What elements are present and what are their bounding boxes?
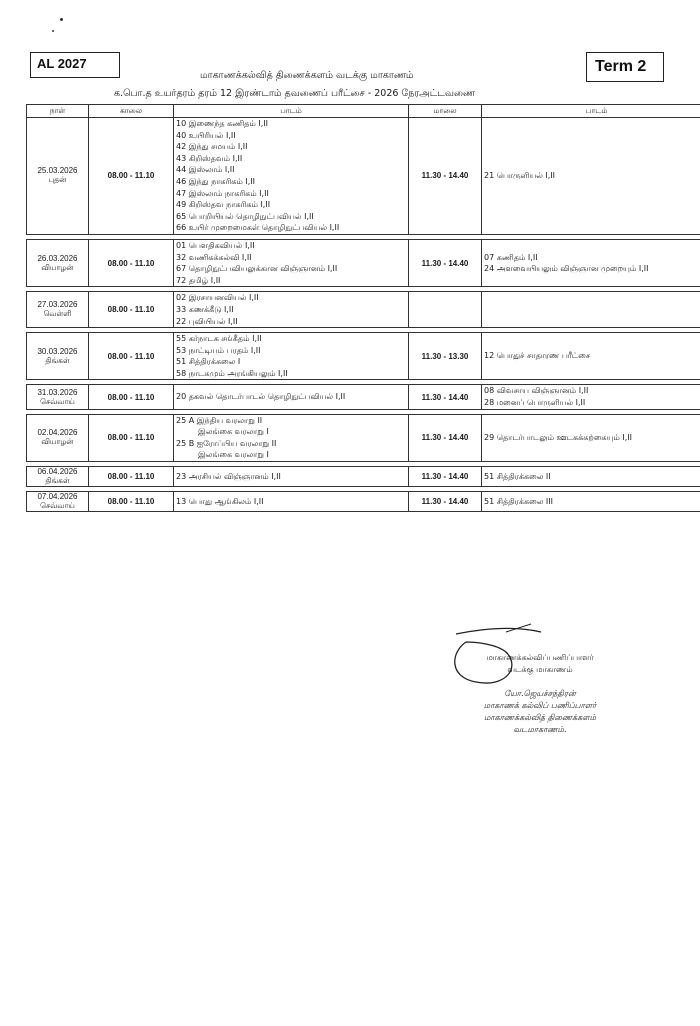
exam-day: வியாழன் <box>41 437 74 447</box>
col-morning: காலை <box>89 105 174 118</box>
exam-day: வெள்ளி <box>43 309 72 319</box>
subject-entry: 07 கணிதம் I,II <box>484 252 538 262</box>
table-row <box>27 333 700 380</box>
subject-entry: 01 பௌதிகவியல் I,II <box>176 240 255 250</box>
morning-time: 08.00 - 11.10 <box>89 492 174 512</box>
col-evening: மாலை <box>409 105 482 118</box>
col-subject-pm: பாடம் <box>482 105 700 118</box>
subject-entry: 23 அரசியல் விஞ்ஞானம் I,II <box>176 471 281 481</box>
table-row <box>27 385 700 409</box>
table-row <box>27 292 700 328</box>
signatory-province: வடக்கு மாகாணம் <box>507 665 573 674</box>
signature-block <box>420 630 660 736</box>
exam-timetable <box>26 104 700 512</box>
exam-day: புதன் <box>48 175 67 185</box>
subject-entry: இலங்கை வரலாறு I <box>198 450 269 460</box>
subject-entry: 65 பொறியியல் தொழிநுட்பவியல் I,II <box>176 211 314 221</box>
col-date: நாள் <box>27 105 89 118</box>
morning-time: 08.00 - 11.10 <box>89 118 174 235</box>
exam-date-cell <box>27 385 89 409</box>
evening-time: 11.30 - 14.40 <box>409 118 482 235</box>
morning-subjects <box>174 467 409 487</box>
scan-speck <box>52 30 54 32</box>
table-row <box>27 118 700 235</box>
table-row <box>27 239 700 286</box>
subject-entry: 46 இந்து நாகரிகம் I,II <box>176 176 256 186</box>
subject-entry: 42 இந்து சமயம் I,II <box>176 142 248 152</box>
morning-subjects <box>174 492 409 512</box>
subject-entry: 12 பொதுச் சாதாரண பரீட்சை <box>484 351 591 361</box>
exam-date-cell <box>27 292 89 328</box>
subject-entry: 51 சித்திரக்கலை III <box>484 496 553 506</box>
evening-subjects <box>482 239 700 286</box>
evening-subjects <box>482 292 700 328</box>
subject-entry: 67 தொழிநுட்பவியலுக்கான விஞ்ஞானம் I,II <box>176 264 338 274</box>
evening-subjects <box>482 118 700 235</box>
evening-time: 11.30 - 13.30 <box>409 333 482 380</box>
subject-entry: 47 இஸ்லாம் நாகரிகம் I,II <box>176 188 269 198</box>
exam-date: 27.03.2026 <box>37 300 78 310</box>
subject-entry: 32 வணிகக்கல்வி I,II <box>176 252 252 262</box>
subject-entry: 29 தொடர்பாடலும் ஊடகக்கற்கையும் I,II <box>484 433 632 443</box>
exam-date-cell <box>27 333 89 380</box>
evening-time: 11.30 - 14.40 <box>409 414 482 461</box>
morning-subjects <box>174 333 409 380</box>
table-header-row <box>27 105 700 118</box>
exam-date-cell <box>27 414 89 461</box>
signatory-title: மாகாணக்கல்விப்பணிப்பாளர் <box>486 653 594 662</box>
subject-entry: 66 உயிர் முறைமைகள் தொழிநுட்பவியல் I,II <box>176 223 340 233</box>
morning-time: 08.00 - 11.10 <box>89 292 174 328</box>
exam-date-cell <box>27 492 89 512</box>
subject-entry: 25 B ஐரோப்பிய வரலாறு II <box>176 438 277 448</box>
subject-entry: 51 சித்திரக்கலை II <box>484 471 551 481</box>
table-row <box>27 492 700 512</box>
exam-title: க.பொ.த உயர்தரம் தரம் 12 இரண்டாம் தவணைப் பரீட்சை - 2026 நேரஅட்டவணை <box>114 88 476 99</box>
exam-date: 07.04.2026 <box>37 492 78 502</box>
exam-date: 25.03.2026 <box>37 166 78 176</box>
subject-entry: 55 கர்நாடக சங்கீதம் I,II <box>176 334 262 344</box>
exam-day: செவ்வாய் <box>40 501 75 511</box>
evening-subjects <box>482 492 700 512</box>
exam-date: 02.04.2026 <box>37 428 78 438</box>
table-row <box>27 414 700 461</box>
exam-day: திங்கள் <box>45 476 70 486</box>
stamp-title: மாகாணக் கல்விப் பணிப்பாளர் <box>483 701 597 710</box>
subject-entry: 10 இணைந்த கணிதம் I,II <box>176 119 268 128</box>
exam-date: 31.03.2026 <box>37 387 78 397</box>
stamp-department: மாகாணக்கல்வித் திணைக்களம் <box>483 713 597 722</box>
evening-time: 11.30 - 14.40 <box>409 492 482 512</box>
exam-date: 06.04.2026 <box>37 467 78 477</box>
subject-entry: 08 விவசாய விஞ்ஞானம் I,II <box>484 386 589 396</box>
morning-time: 08.00 - 11.10 <box>89 467 174 487</box>
evening-subjects <box>482 333 700 380</box>
subject-entry: 49 கிறிஸ்தவ நாகரிகம் I,II <box>176 200 271 210</box>
term-badge: Term 2 <box>586 52 664 82</box>
col-subject-am: பாடம் <box>174 105 409 118</box>
evening-time: 11.30 - 14.40 <box>409 385 482 409</box>
exam-date-cell <box>27 118 89 235</box>
table-row <box>27 467 700 487</box>
subject-entry: 24 அளவையியலும் விஞ்ஞான முறையும் I,II <box>484 264 649 274</box>
stamp-name: யோ.ஜெயச்சந்திரன் <box>504 689 576 698</box>
morning-subjects <box>174 385 409 409</box>
evening-time: 11.30 - 14.40 <box>409 239 482 286</box>
subject-entry: 20 தகவல் தொடர்பாடல் தொழிநுட்பவியல் I,II <box>176 392 346 402</box>
morning-subjects <box>174 414 409 461</box>
evening-time <box>409 292 482 328</box>
stamp-province: வடமாகாணம். <box>513 725 567 734</box>
subject-entry: 72 தமிழ் I,II <box>176 275 221 285</box>
evening-subjects <box>482 467 700 487</box>
subject-entry: 25 A இந்திய வரலாறு II <box>176 415 263 425</box>
subject-entry: 51 சித்திரக்கலை I <box>176 357 241 367</box>
subject-entry: 58 நாடகமும் அரங்கியலும் I,II <box>176 368 288 378</box>
exam-date-cell <box>27 239 89 286</box>
exam-date-cell <box>27 467 89 487</box>
subject-entry: 44 இஸ்லாம் I,II <box>176 165 235 175</box>
morning-subjects <box>174 118 409 235</box>
morning-time: 08.00 - 11.10 <box>89 333 174 380</box>
subject-entry: 33 கணக்கீடு I,II <box>176 304 234 314</box>
subject-entry: 28 மனைப் பொருளியல் I,II <box>484 398 586 408</box>
subject-entry: 02 இரசாயனவியல் I,II <box>176 293 259 303</box>
morning-subjects <box>174 239 409 286</box>
exam-day: திங்கள் <box>45 355 70 365</box>
morning-subjects <box>174 292 409 328</box>
morning-time: 08.00 - 11.10 <box>89 239 174 286</box>
al-year-badge: AL 2027 <box>30 52 120 78</box>
subject-entry: 40 உயிரியல் I,II <box>176 130 236 140</box>
exam-day: வியாழன் <box>41 262 74 272</box>
subject-entry: 43 கிறிஸ்தவம் I,II <box>176 153 243 163</box>
subject-entry: 13 பொது ஆங்கிலம் I,II <box>176 496 264 506</box>
scan-speck <box>60 18 63 21</box>
evening-time: 11.30 - 14.40 <box>409 467 482 487</box>
subject-entry: 21 பொருளியல் I,II <box>484 171 556 181</box>
subject-entry: இலங்கை வரலாறு I <box>198 427 269 437</box>
exam-day: செவ்வாய் <box>40 396 75 406</box>
morning-time: 08.00 - 11.10 <box>89 414 174 461</box>
subject-entry: 22 புவியியல் I,II <box>176 316 238 326</box>
subject-entry: 53 நாட்டியம் பரதம் I,II <box>176 345 261 355</box>
evening-subjects <box>482 414 700 461</box>
morning-time: 08.00 - 11.10 <box>89 385 174 409</box>
evening-subjects <box>482 385 700 409</box>
department-heading: மாகாணக்கல்வித் திணைக்களம் வடக்கு மாகாணம் <box>200 70 414 81</box>
exam-date: 26.03.2026 <box>37 253 78 263</box>
exam-date: 30.03.2026 <box>37 346 78 356</box>
